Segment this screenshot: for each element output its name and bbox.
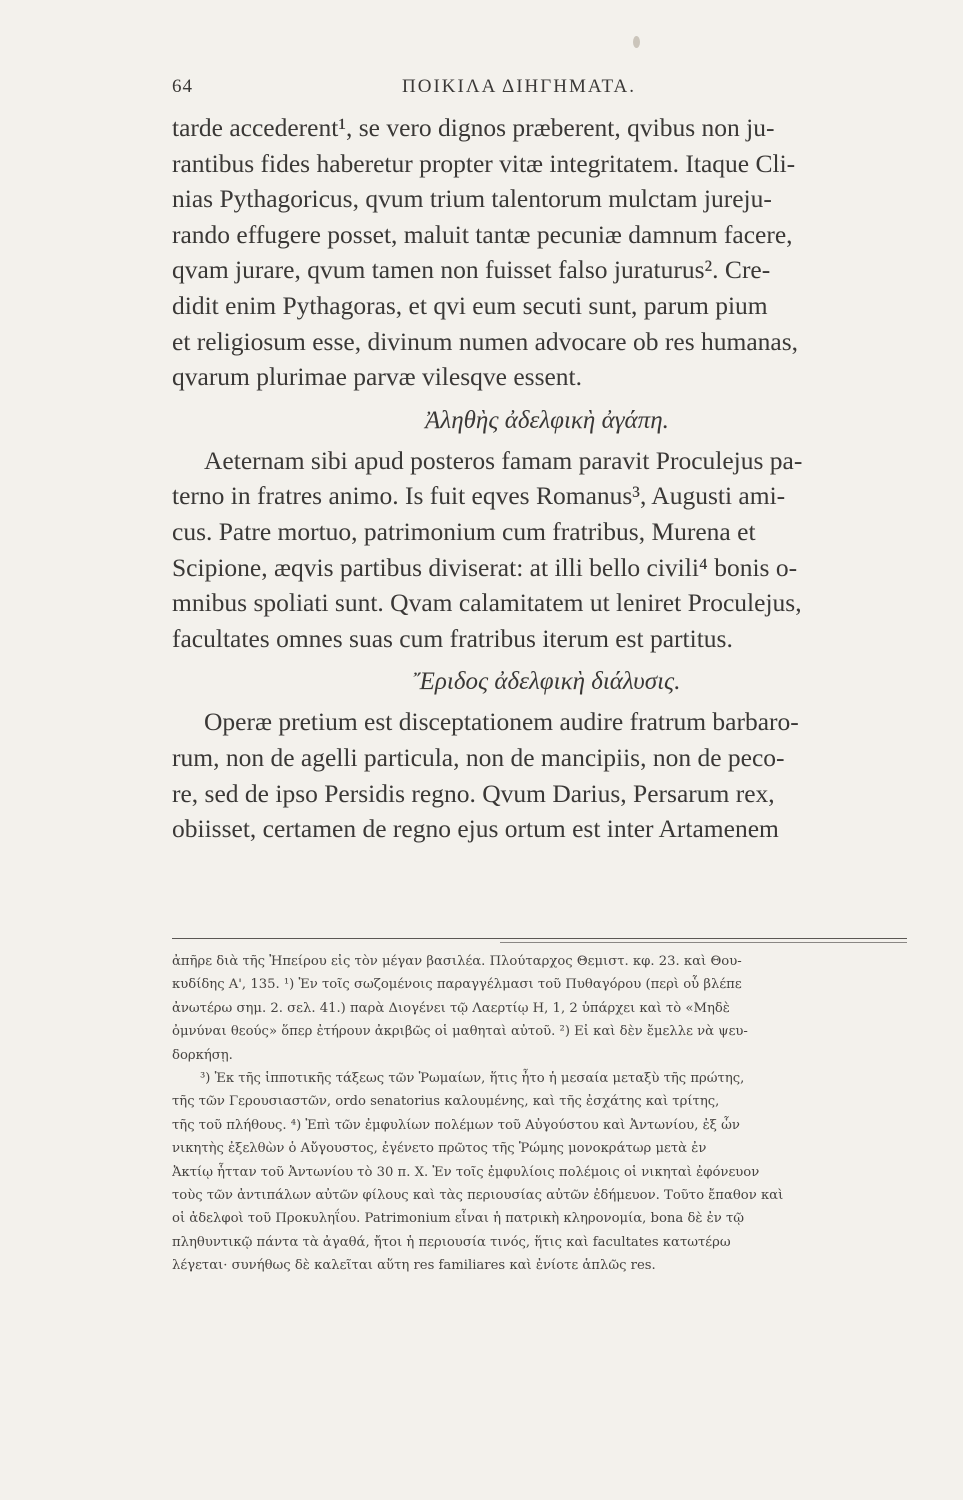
text-line: Operæ pretium est disceptationem audire fratrum barbaro- (204, 707, 799, 737)
text-line: cus. Patre mortuo, patrimonium cum fratribus, Murena et (172, 516, 756, 546)
footnote-line: οἱ ἀδελφοὶ τοῦ Προκυληΐου. Patrimonium εἶναι ἡ πατρικὴ κληρονομία, bona δὲ ἐν τῷ (172, 1211, 745, 1227)
text-line: tarde accederent¹, se vero dignos præberent, qvibus non ju- (172, 113, 775, 142)
footnote-line: τῆς τῶν Γερουσιαστῶν, ordo senatorius καλουμένης, καὶ τῆς ἐσχάτης καὶ τρίτης, (172, 1094, 720, 1110)
footnote-line: πληθυντικῷ πάντα τὰ ἀγαθά, ἤτοι ἡ περιουσία τινός, ἥτις καὶ facultates κατωτέρω (172, 1234, 731, 1250)
text-line: facultates omnes suas cum fratribus iterum est partitus. (172, 623, 733, 653)
footnote-line: νικητὴς ἐξελθὼν ὁ Αὔγουστος, ἐγένετο πρῶτος τῆς Ῥώμης μονοκράτωρ μετὰ ἐν (172, 1141, 707, 1157)
text-line: et religiosum esse, divinum numen advocare ob res humanas, (172, 326, 799, 356)
footnotes (172, 950, 920, 1277)
text-line: Aeternam sibi apud posteros famam paravit Proculejus pa- (204, 445, 803, 475)
text-line: obiisset, certamen de regno ejus ortum est inter Artamenem (172, 814, 779, 844)
footnote-line: ἀπῆρε διὰ τῆς Ἠπείρου εἰς τὸν μέγαν βασιλέα. Πλούταρχος Θεμιστ. κφ. 23. καὶ Θου- (172, 954, 742, 969)
footnote-line: ³) Ἐκ τῆς ἱππoτικῆς τάξεως τῶν Ῥωμαίων, ἥτις ἦτο ἡ μεσαία μεταξὺ τῆς πρώτης, (200, 1070, 745, 1086)
footnote-line: τῆς τοῦ πλήθους. ⁴) Ἐπὶ τῶν ἐμφυλίων πολέμων τοῦ Αὐγούστου καὶ Ἀντωνίου, ἐξ ὧν (172, 1117, 740, 1133)
main-text (172, 110, 922, 847)
footnote-line: ἀνωτέρω σημ. 2. σελ. 41.) παρὰ Διογένει τῷ Λαερτίῳ Η, 1, 2 ὑπάρχει καὶ τὸ «Μηδὲ (172, 1000, 730, 1016)
text-line: rando effugere posset, maluit tantæ pecuniæ damnum facere, (172, 219, 793, 249)
page-number: 64 (172, 76, 193, 97)
text-line: Scipione, æqvis partibus diviserat: at illi bello civili⁴ bonis o- (172, 552, 798, 582)
footnote-line: λέγεται· συνήθως δὲ καλεῖται αὕτη res familiares καὶ ἐνίοτε ἁπλῶς res. (172, 1258, 656, 1274)
footnote-line: δορκήσῃ. (172, 1047, 233, 1063)
text-line: qvarum plurimae parvæ vilesqve essent. (172, 362, 583, 392)
text-line: nias Pythagoricus, qvum trium talentorum mulctam jureju- (172, 184, 772, 214)
running-head: ΠΟΙΚΙΛΑ ΔΙΗΓΗΜΑΤΑ. (402, 76, 637, 97)
ink-spot (633, 36, 640, 48)
text-line: re, sed de ipso Persidis regno. Qvum Darius, Persarum rex, (172, 778, 775, 808)
footnote-line: κυδίδης Α', 135. ¹) Ἐν τοῖς σωζομένοις παραγγέλμασι τοῦ Πυθαγόρου (περὶ οὗ βλέπε (172, 977, 742, 993)
text-line: terno in fratres animo. Is fuit eqves Romanus³, Augusti ami- (172, 481, 786, 511)
text-line: rantibus fides haberetur propter vitæ integritatem. Itaque Cli- (172, 148, 796, 178)
text-line: mnibus spoliati sunt. Qvam calamitatem ut leniret Proculejus, (172, 588, 802, 618)
footnote-line: ὀμνύναι θεούς» ὅπερ ἐτήρουν ἀκριβῶς οἱ μαθηταὶ αὐτοῦ. ²) Εἰ καὶ δὲν ἔμελλε νὰ ψευ- (172, 1024, 748, 1040)
page-header (172, 76, 912, 100)
footnote-line: τοὺς τῶν ἀντιπάλων αὐτῶν φίλους καὶ τὰς περιουσίας αὐτῶν ἐδήμευον. Τοῦτο ἔπαθον καὶ (172, 1187, 784, 1203)
text-line: rum, non de agelli particula, non de mancipiis, non de peco- (172, 742, 785, 772)
section-heading: Ἀληθὴς ἀδελφικὴ ἀγάπη. (425, 406, 669, 434)
footnote-divider (172, 938, 907, 939)
section-heading: Ἔριδος ἀδελφικὴ διάλυσις. (413, 668, 681, 696)
text-line: qvam jurare, qvum tamen non fuisset falso juraturus². Cre- (172, 255, 771, 285)
footnote-line: Ἀκτίῳ ἧτταν τοῦ Ἀντωνίου τὸ 30 π. Χ. Ἐν τοῖς ἐμφυλίοις πολέμοις οἱ νικηταὶ ἐφόνευον (172, 1164, 760, 1180)
text-line: didit enim Pythagoras, et qvi eum secuti sunt, parum pium (172, 290, 768, 320)
footnote-divider-secondary (500, 942, 907, 943)
